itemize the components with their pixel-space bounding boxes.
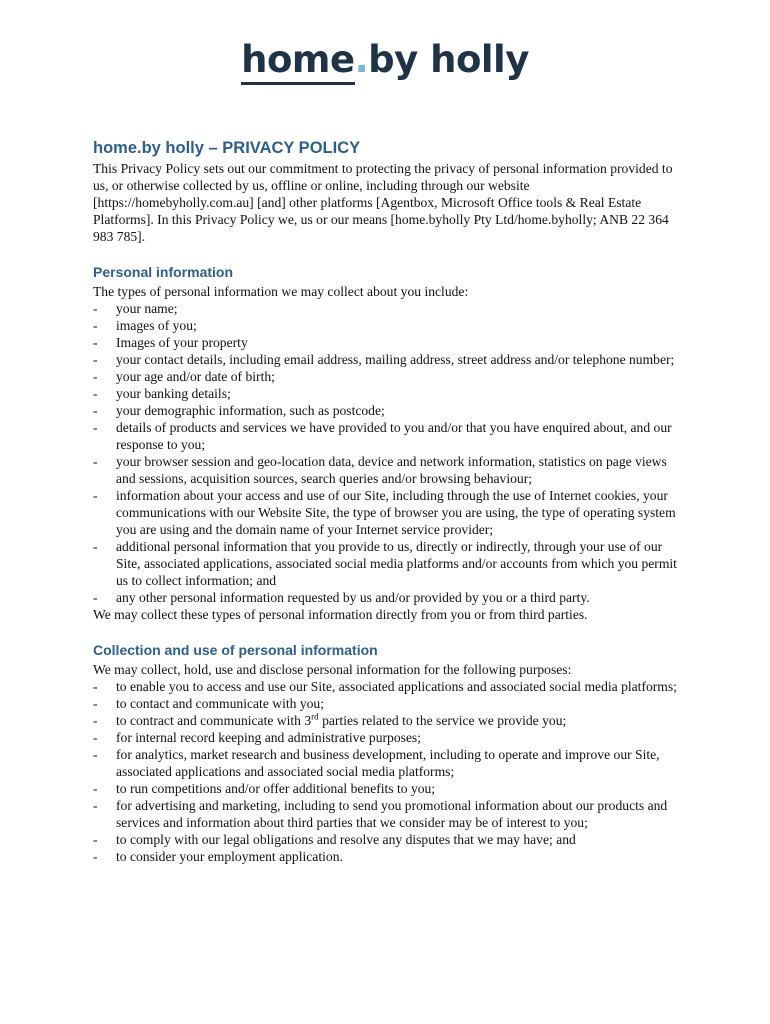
list-item: - for advertising and marketing, including to send you promotional information about our products and services and information about third parties that we consider may be of interest to you;	[93, 797, 683, 831]
list-item: - details of products and services we have provided to you and/or that you have enquired about, and our response to you;	[93, 419, 683, 453]
list-item-text-after: parties related to the service we provide you;	[318, 713, 567, 728]
list-item: - your browser session and geo-location data, device and network information, statistics on page views and sessions, acquisition sources, search queries and/or browsing behaviour;	[93, 453, 683, 487]
list-item: - information about your access and use of our Site, including through the use of Internet cookies, your communications with our Website Site, the type of browser you are using, the type of operating system you are using and the domain name of your Internet service provider;	[93, 487, 683, 538]
list-item: - your name;	[93, 300, 683, 317]
logo-byholly-text: by holly	[368, 38, 529, 81]
list-item: - for internal record keeping and administrative purposes;	[93, 729, 683, 746]
personal-information-list	[93, 300, 683, 606]
list-item: - your age and/or date of birth;	[93, 368, 683, 385]
logo-home-text: home	[241, 38, 355, 81]
list-item: - additional personal information that you provide to us, directly or indirectly, through your use of our Site, associated applications, associated social media platforms and/or accounts from which you permit us to collect information; and	[93, 538, 683, 589]
brand-logo	[0, 38, 770, 82]
collection-list	[93, 678, 683, 865]
logo-dot: .	[354, 38, 369, 81]
page-title: home.by holly – PRIVACY POLICY	[93, 139, 361, 157]
list-item: - to comply with our legal obligations and resolve any disputes that we may have; and	[93, 831, 683, 848]
list-item: - your demographic information, such as postcode;	[93, 402, 683, 419]
personal-information-closing: We may collect these types of personal information directly from you or from third parties.	[93, 607, 588, 622]
list-item: - Images of your property	[93, 334, 683, 351]
list-item: - to enable you to access and use our Site, associated applications and associated social media platforms;	[93, 678, 683, 695]
personal-information-lead: The types of personal information we may collect about you include:	[93, 284, 469, 299]
collection-heading: Collection and use of personal information	[93, 642, 378, 658]
list-item	[93, 712, 683, 729]
list-item: - for analytics, market research and business development, including to operate and improve our Site, associated applications and associated social media platforms;	[93, 746, 683, 780]
collection-lead: We may collect, hold, use and disclose personal information for the following purposes:	[93, 662, 572, 677]
list-item: - your banking details;	[93, 385, 683, 402]
list-item: - to consider your employment application.	[93, 848, 683, 865]
document-body	[93, 136, 683, 865]
personal-information-heading: Personal information	[93, 264, 234, 280]
list-item: - your contact details, including email address, mailing address, street address and/or telephone number;	[93, 351, 683, 368]
list-item: - images of you;	[93, 317, 683, 334]
list-item: - any other personal information requested by us and/or provided by you or a third party.	[93, 589, 683, 606]
list-item: - to contact and communicate with you;	[93, 695, 683, 712]
list-item: - to run competitions and/or offer additional benefits to you;	[93, 780, 683, 797]
list-item-text-before: to contract and communicate with 3	[116, 713, 312, 728]
intro-paragraph: This Privacy Policy sets out our commitment to protecting the privacy of personal information provided to us, or otherwise collected by us, offline or online, including through our website [https://homebyholly.com.au] [and] other platforms [Agentbox, Microsoft Office tools & Real Estate Platforms]. In this Privacy Policy we, us or our means [home.byholly Pty Ltd/home.byholly; ANB 22 364 983 785].	[93, 161, 673, 244]
ordinal-suffix: rd	[311, 711, 319, 722]
